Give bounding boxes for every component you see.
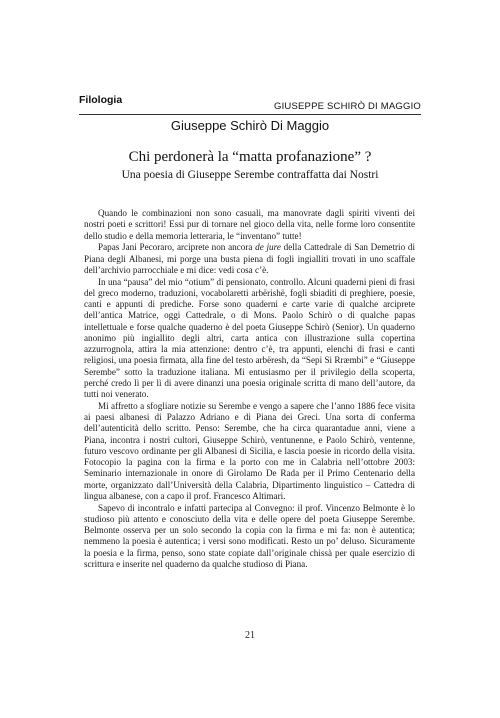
body-paragraph-2 (84, 242, 415, 276)
article-author: Giuseppe Schirò Di Maggio (170, 118, 330, 133)
section-label: Filologia (79, 94, 123, 106)
body-paragraph-5 (84, 503, 415, 571)
running-head: GIUSEPPE SCHIRÒ DI MAGGIO (274, 101, 421, 112)
paragraph-text: Mi affretto a sfogliare notizie su Serembe e vengo a sapere che l’anno 1886 fece visita ai paesi albanesi di Palazzo Adriano e di Piana dei Greci. Una sorta di conferma dell’autenticità dello scritto. Penso: Serembe, che ha circa quarantadue anni, viene a Piana, incontra i nostri cultori, Giuseppe Schirò, ventunenne, e Paolo Schirò, ventenne, futuro vescovo ordinante per gli Albanesi di Sicilia, e lascia poesie in ricordo della visita. Fotocopio la pagina con la firma e la porto con me in Calabria nell’ottobre 2003: Seminario internazionale in onore di Girolamo De Rada per il Primo Centenario della morte, organizzato dall’Università della Calabria, Dipartimento linguistico – Cattedra di lingua albanese, con a capo il prof. Francesco Altimari. (84, 400, 415, 501)
body-paragraph-1 (84, 208, 415, 242)
article-title: Chi perdonerà la “matta profanazione” ? (128, 149, 372, 165)
article-body (84, 208, 415, 570)
paragraph-text: della Cattedrale di San Demetrio di Piana degli Albanesi, mi porge una busta piena di fogli ingialliti trovati in uno scaffale dell’archivio parrocchiale e mi dice: vedi cosa c’è. (84, 242, 415, 275)
page-number: 21 (245, 630, 255, 641)
italic-term: de jure (255, 242, 281, 253)
paragraph-text: Sapevo di incontralo e infatti partecipa al Convegno: il prof. Vincenzo Belmonte è lo studioso più attento e conosciuto della vita e delle opere del poeta Giuseppe Serembe. Belmonte osserva per un solo secondo la copia con la firma e mi fa: non è autentica; nemmeno la poesia è autentica; i versi sono modificati. Resto un po’ deluso. Sicuramente la poesia e la firma, penso, sono state copiate dall’originale chissà per quale esercizio di scrittura e inserite nel quaderno da qualche studioso di Piana. (84, 502, 415, 569)
body-paragraph-3 (84, 277, 415, 401)
paragraph-text: In una “pausa” del mio “otium” di pensionato, controllo. Alcuni quaderni pieni di frasi del greco moderno, traduzioni, vocabolaretti arbërishë, fogli sbiaditi di preghiere, poesie, canti e appunti di prediche. Forse sono quaderni e carte varie di qualche arciprete dell’antica Matrice, oggi Cattedrale, o di Mons. Paolo Schirò o di qualche papas intellettuale e forse qualche quaderno è del poeta Giuseppe Schirò (Senior). Un quaderno anonimo più ingiallito degli altri, carta antica con illustrazione sulla copertina azzurrognola, attira la mia attenzione: dentro c’è, tra appunti, elenchi di frasi e canti religiosi, una poesia firmata, alla fine del testo arbëresh, da “Sepi Si Rræmbi” e “Giuseppe Serembe” sotto la traduzione italiana. Mi entusiasmo per il privilegio della scoperta, perché credo lì per lì di avere dinanzi una poesia originale scritta di mano dell’autore, da tutti noi venerato. (84, 276, 415, 399)
header-rule (79, 114, 421, 115)
paragraph-text: Papas Jani Pecoraro, arciprete non ancora (98, 242, 256, 253)
article-subtitle: Una poesia di Giuseppe Serembe contraffatta dai Nostri (121, 169, 379, 181)
body-paragraph-4 (84, 401, 415, 502)
paragraph-text: Quando le combinazioni non sono casuali, ma manovrate dagli spiriti viventi dei nostri poeti e scrittori! Essi pur di tornare nel gioco della vita, nelle forme loro consentite dello studio e della memoria letteraria, le “inventano” tutte! (84, 208, 415, 241)
